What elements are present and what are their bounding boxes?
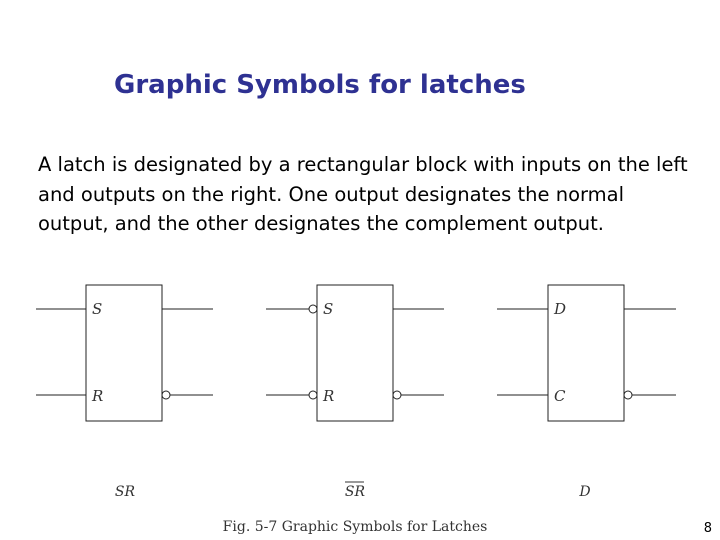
sr-bar-latch-input-r-bubble <box>309 391 317 399</box>
d-latch-output-inversion-bubble <box>624 391 632 399</box>
figure-caption: Fig. 5-7 Graphic Symbols for Latches <box>222 519 488 535</box>
d-latch-type-label: D <box>579 484 591 500</box>
sr-bar-latch-output-inversion-bubble <box>393 391 401 399</box>
sr-latch-symbol <box>36 285 213 500</box>
sr-bar-latch-pin-r: R <box>323 387 335 405</box>
d-latch-pin-d: D <box>554 300 567 318</box>
sr-bar-latch-symbol <box>266 285 444 500</box>
sr-bar-latch-input-s-bubble <box>309 305 317 313</box>
slide-body-text: A latch is designated by a rectangular block with inputs on the left and outputs on the right. One output designates the normal output, and the other designates the complement output. <box>38 153 688 235</box>
page-number: 8 <box>703 521 712 536</box>
sr-latch-pin-s: S <box>92 300 103 318</box>
sr-latch-output-inversion-bubble <box>162 391 170 399</box>
sr-bar-latch-pin-s: S <box>323 300 334 318</box>
sr-latch-type-label: SR <box>114 484 136 500</box>
d-latch-symbol <box>497 285 676 500</box>
d-latch-pin-c: C <box>554 387 566 405</box>
sr-bar-latch-type-label: SR <box>344 484 366 500</box>
slide-title: Graphic Symbols for latches <box>114 70 526 100</box>
sr-latch-pin-r: R <box>92 387 104 405</box>
